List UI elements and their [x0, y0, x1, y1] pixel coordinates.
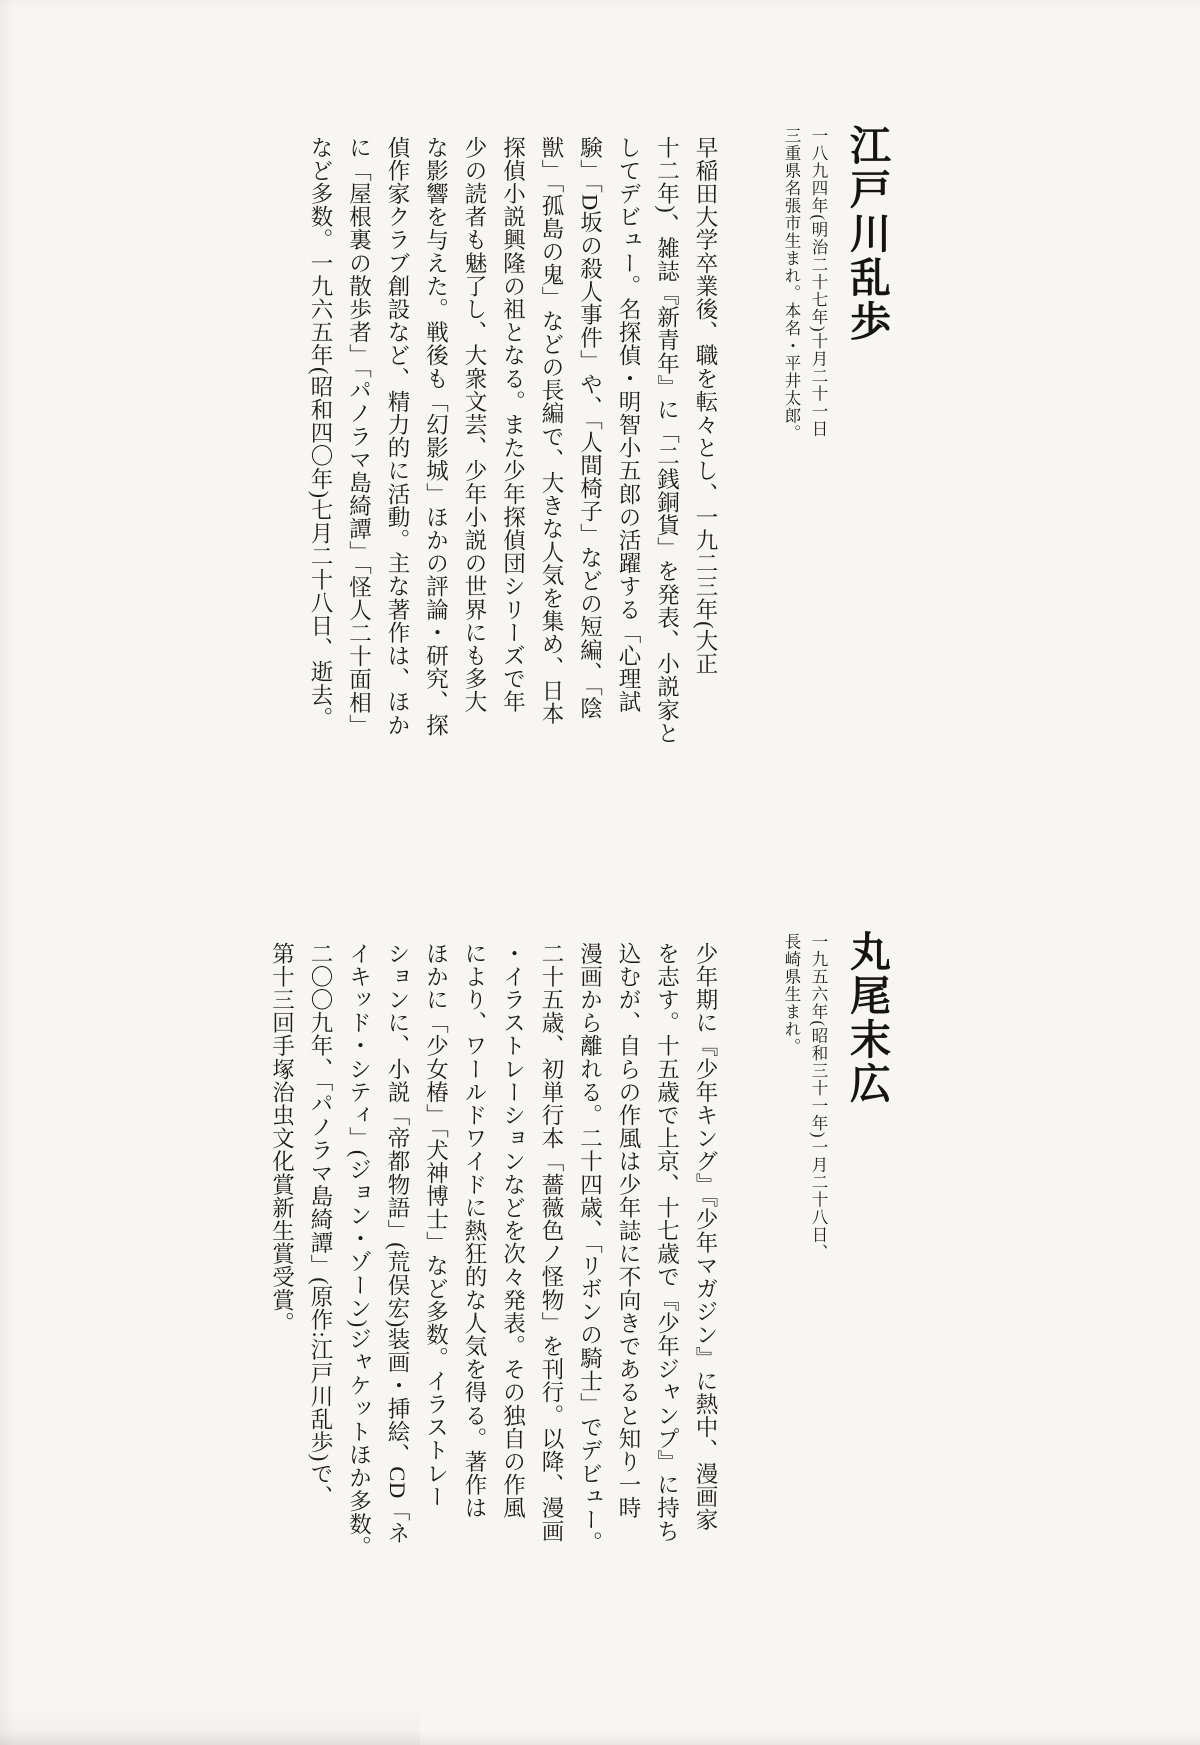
- bio-body-line: 二十五歳、初単行本「薔薇色ノ怪物」を刊行。以降、漫画: [539, 942, 564, 1543]
- bio-section-maruo-suehiro: [262, 924, 892, 1559]
- bio-body-line: 第十三回手塚治虫文化賞新生賞受賞。: [269, 942, 295, 1335]
- birth-info: [778, 118, 832, 745]
- bio-body-line: ションに、小説「帝都物語」(荒俣宏)装画・挿絵、CD「ネ: [385, 942, 410, 1546]
- bio-body-line: してデビュー。名探偵・明智小五郎の活躍する「心理試: [616, 136, 641, 714]
- bio-body: [301, 118, 725, 745]
- bio-body-line: 二〇〇九年、「パノラマ島綺譚」(原作:江戸川乱歩)で、: [308, 942, 333, 1509]
- birth-info: [778, 924, 832, 1559]
- bio-body-line: 験」「D坂の殺人事件」や、「人間椅子」などの短編、「陰: [577, 136, 603, 720]
- bio-body-line: 偵作家クラブ創設など、精力的に活動。主な著作は、ほか: [385, 136, 410, 737]
- bio-body-line: 少年期に『少年キング』『少年マガジン』に熱中、漫画家: [693, 942, 718, 1532]
- bio-body-line: 早稲田大学卒業後、職を転々とし、一九二三年(大正: [693, 136, 718, 676]
- author-name-maruo-suehiro: 丸尾末広: [844, 930, 890, 1106]
- bio-body-line: 少の読者も魅了し、大衆文芸、少年小説の世界にも多大: [462, 136, 487, 714]
- bio-body-line: など多数。一九六五年(昭和四〇年)七月二十八日、逝去。: [308, 136, 333, 730]
- bio-body-line: 十二年)、雑誌『新青年』に「二銭銅貨」を発表、小説家と: [654, 136, 680, 745]
- bio-body-line: イキッド・シティ」(ジョン・ゾーン)ジャケットほか多数。: [346, 942, 372, 1559]
- birth-line: 長崎県生まれ。: [782, 933, 801, 1056]
- bio-body-line: に「屋根裏の散歩者」「パノラマ島綺譚」「怪人二十面相」: [346, 136, 372, 738]
- bio-body-line: を志す。十五歳で上京、十七歳で『少年ジャンプ』に持ち: [654, 942, 680, 1543]
- author-name-edogawa-ranpo: 江戸川乱歩: [844, 124, 890, 344]
- bio-body-line: 漫画から離れる。二十四歳、「リボンの騎士」でデビュー。: [577, 942, 603, 1555]
- bio-body-line: 獣」「孤島の鬼」などの長編で、大きな人気を集め、日本: [539, 136, 564, 726]
- bio-body: [262, 924, 724, 1559]
- birth-line: 一八九四年(明治二十七年)十月二十一日: [809, 127, 828, 438]
- bio-body-line: な影響を与えた。戦後も「幻影城」ほかの評論・研究、探: [423, 136, 449, 737]
- bio-section-edogawa-ranpo: [301, 118, 893, 745]
- bio-body-line: ・イラストレーションなどを次々発表。その独自の作風: [500, 942, 526, 1520]
- bio-body-line: 込むが、自らの作風は少年誌に不向きであると知り一時: [616, 942, 641, 1520]
- bio-body-line: ほかに「少女椿」「犬神博士」など多数。イラストレー: [423, 942, 449, 1509]
- bio-body-line: 探偵小説興隆の祖となる。また少年探偵団シリーズで年: [500, 136, 526, 714]
- birth-line: 一九五六年(昭和三十一年)一月二十八日、: [809, 933, 828, 1261]
- birth-line: 三重県名張市生まれ。本名・平井太郎。: [782, 127, 801, 442]
- bio-body-line: により、ワールドワイドに熱狂的な人気を得る。著作は: [462, 942, 487, 1520]
